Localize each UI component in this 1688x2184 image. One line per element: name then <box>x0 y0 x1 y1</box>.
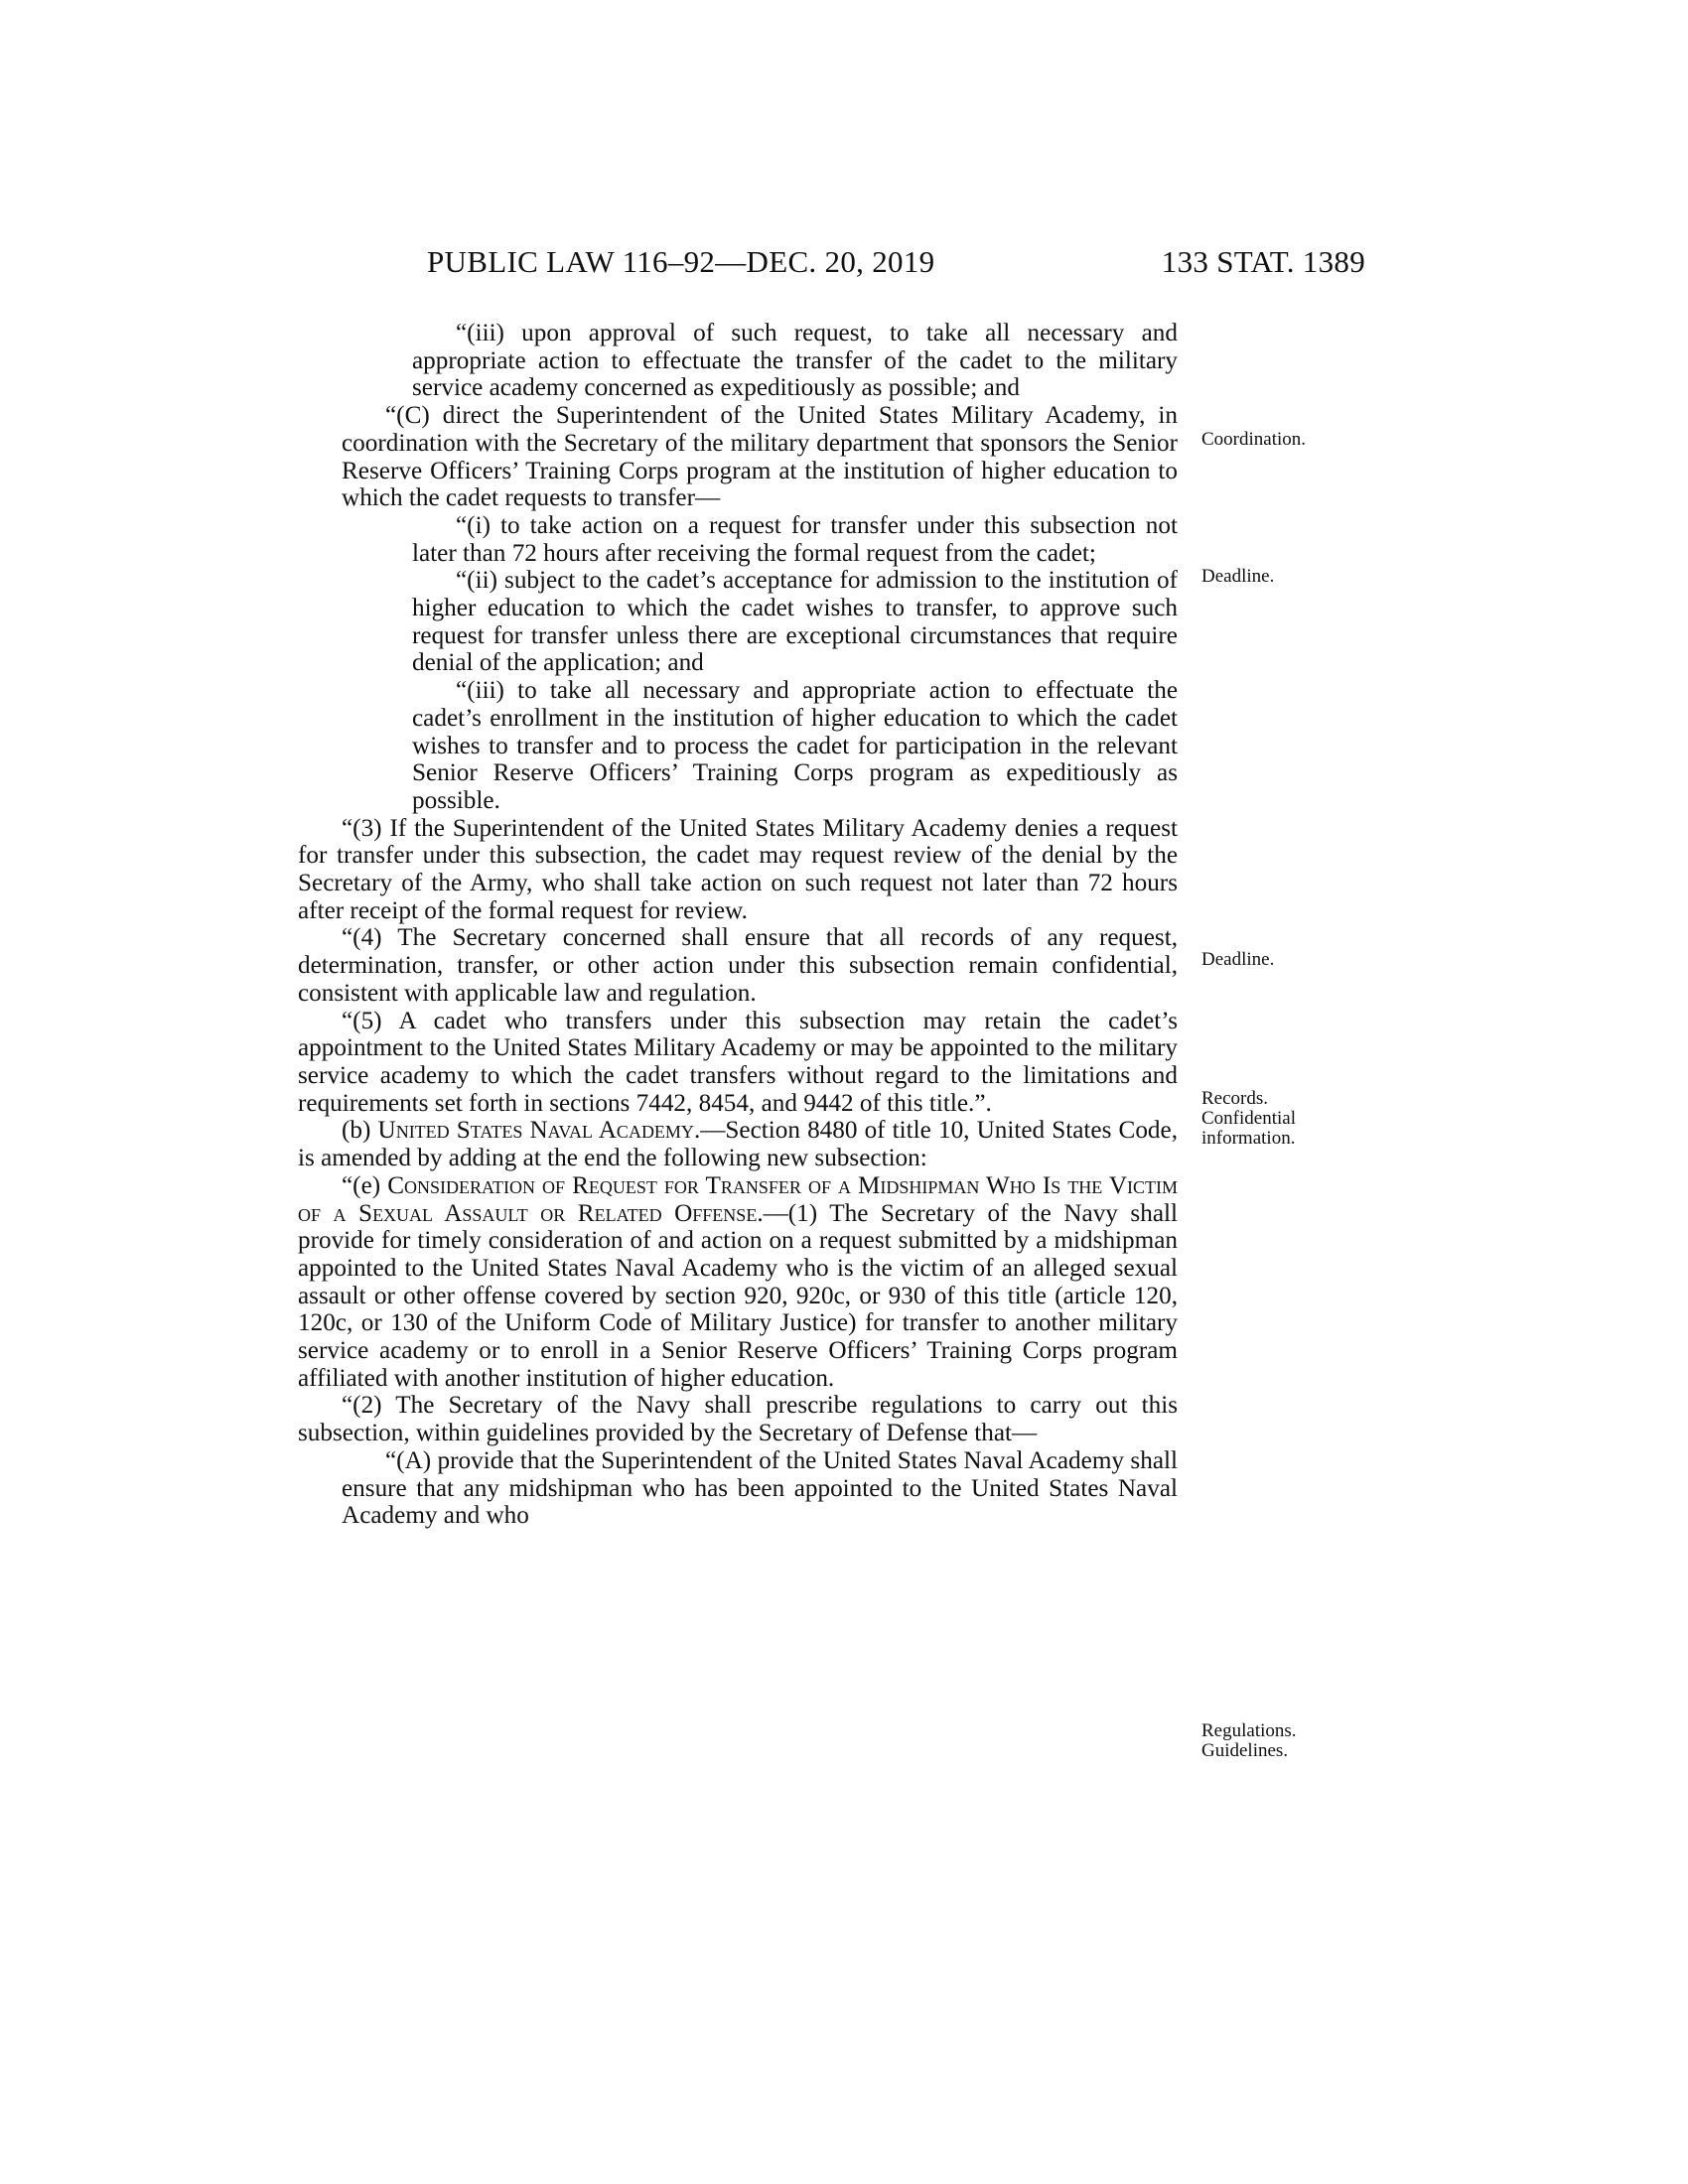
paragraph-b-prefix: (b) <box>342 1117 371 1145</box>
header-page-number: 133 STAT. 1389 <box>1161 244 1365 279</box>
margin-note-records <box>1201 1089 1296 1149</box>
paragraph-b-heading: United States Naval Academy <box>377 1117 694 1145</box>
margin-note-coordination: Coordination. <box>1201 429 1307 450</box>
paragraph-e-heading: Consideration of Request for Transfer of a Midshipman Who Is the Victim of a Sexual Assault or Related Offense <box>298 1171 1179 1227</box>
paragraph-b <box>298 1117 1178 1171</box>
page-header <box>298 244 1365 284</box>
paragraph-C: “(C) direct the Superintendent of the United States Military Academy, in coordination with the Secretary of the military department that sponsors the Senior Reserve Officers’ Training Corps program at the institution of higher education to which the cadet requests to transfer— <box>342 402 1178 512</box>
margin-note-regulations-line2: Guidelines. <box>1201 1740 1289 1761</box>
paragraph-e-prefix: “(e) <box>342 1171 381 1199</box>
paragraph-iii-transfer: “(iii) upon approval of such request, to take all necessary and appropriate action to effectuate the transfer of the cadet to the military service academy concerned as expeditiously as possible; and <box>412 320 1178 402</box>
paragraph-5: “(5) A cadet who transfers under this subsection may retain the cadet’s appointment to the United States Military Academy or may be appointed to the military service academy to which the cadet transfers without regard to the limitations and requirements set forth in sections 7442, 8454, and 9442 of this title.”. <box>298 1007 1178 1117</box>
header-title: PUBLIC LAW 116–92—DEC. 20, 2019 <box>427 244 935 279</box>
paragraph-4: “(4) The Secretary concerned shall ensure that all records of any request, determination, transfer, or other action under this subsection remain confidential, consistent with applicable law and regulation. <box>298 924 1178 1007</box>
paragraph-e <box>298 1172 1178 1393</box>
main-text <box>298 320 1178 1530</box>
margin-note-deadline-2: Deadline. <box>1201 949 1275 970</box>
paragraph-b-text: .—Section 8480 of title 10, United States Code, is amended by adding at the end the following new subsection: <box>298 1117 1178 1172</box>
margin-note-deadline-1: Deadline. <box>1201 566 1275 587</box>
paragraph-A: “(A) provide that the Superintendent of the United States Naval Academy shall ensure that any midshipman who has been appointed to the United States Naval Academy and who <box>342 1446 1178 1530</box>
margin-note-records-line1: Records. <box>1201 1088 1269 1109</box>
margin-note-regulations <box>1201 1721 1297 1761</box>
paragraph-iii-enrollment: “(iii) to take all necessary and appropriate action to effectuate the cadet’s enrollment in the institution of higher education to which the cadet wishes to transfer and to process the cadet for participation in the relevant Senior Reserve Officers’ Training Corps program as expeditiously as possible. <box>412 677 1178 814</box>
margin-note-regulations-line1: Regulations. <box>1201 1720 1297 1741</box>
paragraph-2: “(2) The Secretary of the Navy shall prescribe regulations to carry out this subsection, within guidelines provided by the Secretary of Defense that— <box>298 1392 1178 1447</box>
paragraph-i: “(i) to take action on a request for transfer under this subsection not later than 72 hours after receiving the formal request from the cadet; <box>412 511 1178 567</box>
paragraph-ii: “(ii) subject to the cadet’s acceptance for admission to the institution of higher education to which the cadet wishes to transfer, to approve such request for transfer unless there are exceptional circumstances that require denial of the application; and <box>412 567 1178 677</box>
paragraph-e-text: .—(1) The Secretary of the Navy shall provide for timely consideration of and action on a request submitted by a midshipman appointed to the United States Naval Academy who is the victim of an alleged sexual assault or other offense covered by section 920, 920c, or 930 of this title (article 120, 120c, or 130 of the Uniform Code of Military Justice) for transfer to another military service academy or to enroll in a Senior Reserve Officers’ Training Corps program affiliated with another institution of higher education. <box>298 1199 1178 1392</box>
margin-note-records-line3: information. <box>1201 1128 1296 1149</box>
margin-note-records-line2: Confidential <box>1201 1108 1296 1129</box>
paragraph-3: “(3) If the Superintendent of the United States Military Academy denies a request for transfer under this subsection, the cadet may request review of the denial by the Secretary of the Army, who shall take action on such request not later than 72 hours after receipt of the formal request for review. <box>298 814 1178 924</box>
